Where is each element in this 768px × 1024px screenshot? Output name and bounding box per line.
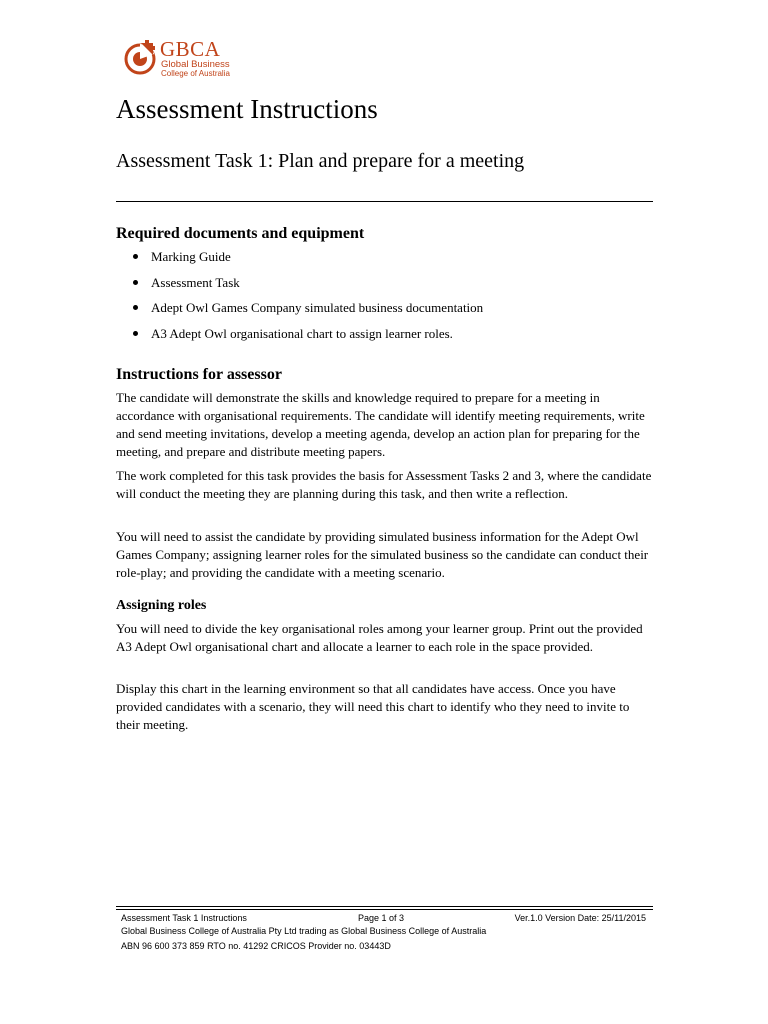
- list-item: [116, 325, 483, 351]
- footer-divider: [116, 909, 653, 910]
- logo-name-line2: College of Australia: [161, 69, 230, 78]
- list-item: [116, 248, 483, 274]
- title-divider: [116, 201, 653, 202]
- required-docs-list: [116, 248, 483, 350]
- list-item-text: Assessment Task: [151, 274, 240, 290]
- assessor-instructions-heading: Instructions for assessor: [116, 366, 282, 383]
- required-docs-heading: Required documents and equipment: [116, 225, 365, 242]
- footer-row: [121, 912, 646, 925]
- gbca-logo: [123, 38, 243, 80]
- assigning-paragraph: You will need to divide the key organisational roles among your learner group. Print out the provided A3 Adept Owl organisational chart and allocate a learner to each role in the space provided.: [116, 621, 643, 654]
- footer-divider: [116, 906, 653, 907]
- footer-version: Ver.1.0 Version Date: 25/11/2015: [514, 913, 646, 923]
- footer-registration: ABN 96 600 373 859 RTO no. 41292 CRICOS Provider no. 03443D: [121, 941, 391, 951]
- list-item-text: Adept Owl Games Company simulated business documentation: [151, 300, 484, 315]
- bullet-icon: [133, 280, 138, 285]
- list-item-text: A3 Adept Owl organisational chart to assign learner roles.: [151, 325, 453, 341]
- bullet-icon: [133, 254, 138, 259]
- logo-abbreviation: GBCA: [160, 37, 221, 61]
- page-title: Assessment Instructions: [116, 94, 378, 124]
- list-item: [116, 299, 483, 325]
- instructions-paragraph: The candidate will demonstrate the skills and knowledge required to prepare for a meeting in accordance with organisational requirements. The candidate will identify meeting requirements, write and send meeting invitations, develop a meeting agenda, develop an action plan for preparing for the meeting, and prepare and distribute meeting papers.: [116, 390, 645, 459]
- list-item: [116, 274, 483, 300]
- logo-name-line1: Global Business: [161, 59, 230, 70]
- gbca-emblem-icon: [123, 40, 157, 76]
- bullet-icon: [133, 305, 138, 310]
- bullet-icon: [133, 331, 138, 336]
- footer-page-number: Page 1 of 3: [358, 913, 405, 923]
- assigning-paragraph: Display this chart in the learning environment so that all candidates have access. Once you have provided candidates with a scenario, they will need this chart to identify who they need to invite to their meeting.: [116, 681, 630, 732]
- list-item-text: Marking Guide: [151, 249, 231, 264]
- instructions-paragraph: You will need to assist the candidate by providing simulated business information for the Adept Owl Games Company; assigning learner roles for the simulated business so the candidate can conduct their role-play; and providing the candidate with a meeting scenario.: [116, 529, 649, 580]
- instructions-paragraph: The work completed for this task provides the basis for Assessment Tasks 2 and 3, where the candidate will conduct the meeting they are planning during this task, and then write a reflection.: [116, 468, 652, 501]
- footer-company: Global Business College of Australia Pty Ltd trading as Global Business College of Australia: [121, 926, 487, 936]
- assigning-roles-heading: Assigning roles: [116, 598, 207, 613]
- task-subtitle: Assessment Task 1: Plan and prepare for a meeting: [116, 150, 525, 172]
- footer-doc-name: Assessment Task 1 Instructions: [121, 913, 247, 923]
